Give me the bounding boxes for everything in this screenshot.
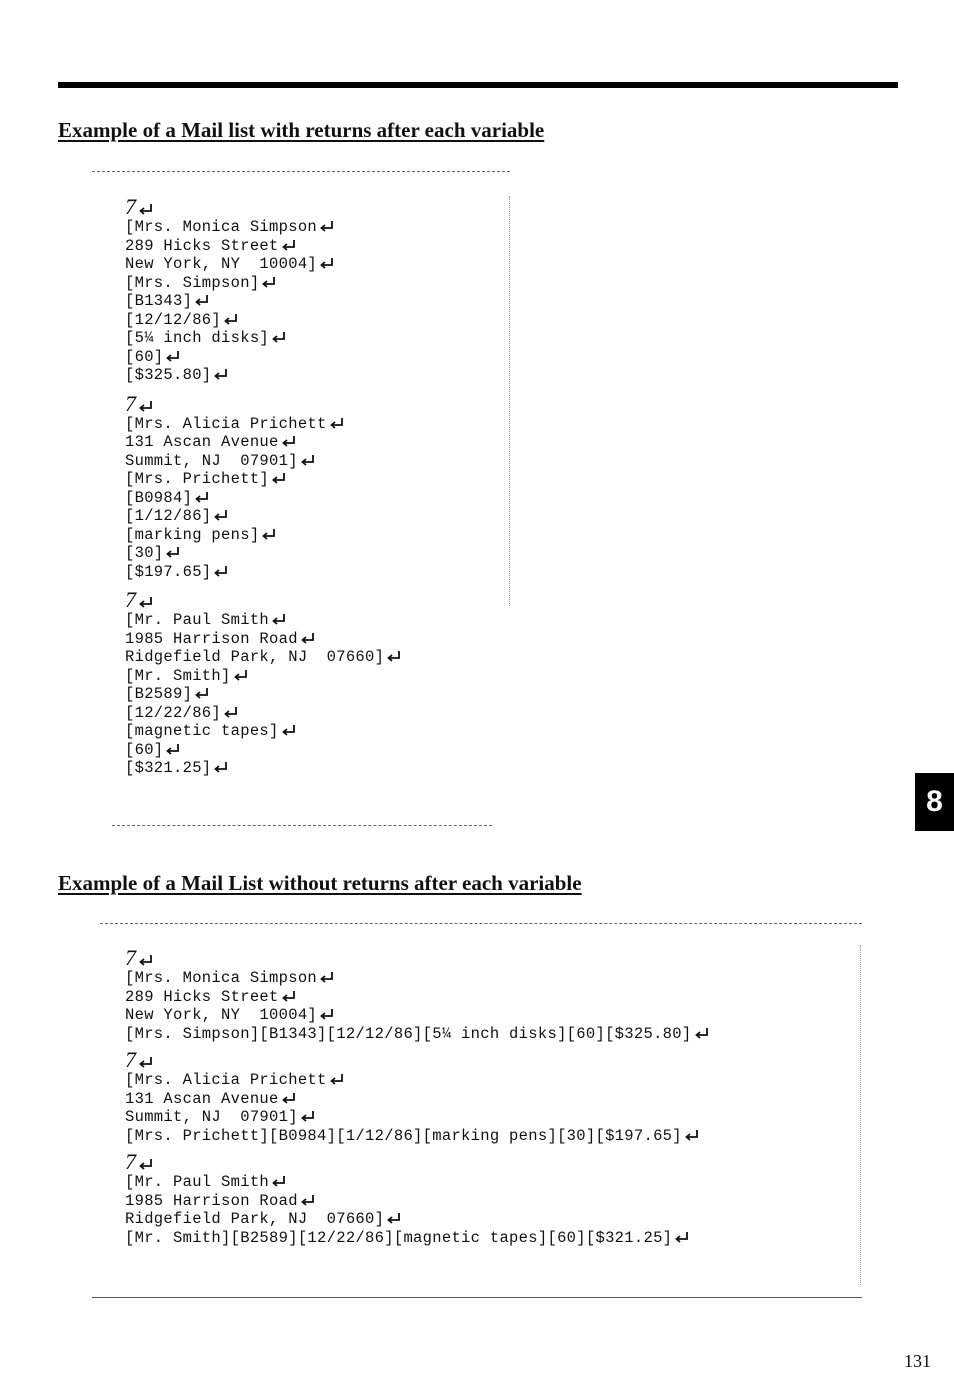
record-marker-text: 7 (125, 390, 136, 416)
record-line-text: [Mrs. Simpson] (125, 273, 260, 292)
page-number: 131 (904, 1351, 931, 1371)
record-line-text: [60] (125, 740, 164, 759)
record-line (125, 452, 402, 471)
record-line-text: [$321.25] (125, 759, 212, 777)
record-line-text: [Mr. Smith][B2589][12/22/86][magnetic tapes][60][$321.25] (125, 1228, 673, 1247)
return-arrow-icon (213, 509, 229, 521)
record-line-text: [B2589] (125, 685, 193, 703)
mail-record (125, 390, 402, 582)
record-line-text: [Mrs. Simpson][B1343][12/12/86][5¼ inch disks][60][$325.80] (125, 1024, 692, 1043)
return-arrow-icon (194, 687, 210, 699)
record-line (125, 685, 402, 704)
record-line (125, 470, 402, 489)
record-line (125, 667, 402, 686)
record-line (125, 311, 402, 330)
record-marker (125, 947, 710, 969)
record-line (125, 1127, 710, 1146)
record-line (125, 366, 402, 385)
return-arrow-icon (138, 1158, 154, 1170)
return-arrow-icon (386, 650, 402, 662)
return-arrow-icon (300, 1110, 316, 1122)
record-line (125, 1090, 710, 1109)
return-arrow-icon (223, 313, 239, 325)
mail-record (125, 196, 402, 385)
record-line (125, 630, 402, 649)
record-line (125, 1229, 710, 1248)
record-line-text: Summit, NJ 07901] (125, 1108, 298, 1126)
return-arrow-icon (281, 1092, 297, 1104)
record-line-text: [Mrs. Prichett][B0984][1/12/86][marking pens][30][$197.65] (125, 1126, 682, 1145)
record-line-text: [Mrs. Alicia Prichett (125, 1071, 327, 1089)
section-heading-without-returns: Example of a Mail List without returns after each variable (58, 871, 582, 895)
record-line-text: [Mr. Paul Smith (125, 611, 270, 629)
section-heading-with-returns: Example of a Mail list with returns after each variable (58, 118, 545, 142)
record-line (125, 1173, 710, 1192)
return-arrow-icon (138, 400, 154, 412)
record-line (125, 759, 402, 778)
return-arrow-icon (281, 435, 297, 447)
return-arrow-icon (213, 368, 229, 380)
return-arrow-icon (300, 454, 316, 466)
record-line-text: [B1343] (125, 292, 193, 310)
return-arrow-icon (386, 1212, 402, 1224)
mail-list-without-returns (125, 947, 710, 1247)
record-line (125, 722, 402, 741)
example-box-right-edge (509, 196, 510, 606)
record-line (125, 563, 402, 582)
example-box-right-edge (860, 945, 861, 1285)
record-line (125, 741, 402, 760)
record-marker (125, 1151, 710, 1173)
mail-record (125, 1151, 710, 1247)
record-line-text: [Mrs. Monica Simpson (125, 218, 318, 236)
return-arrow-icon (165, 546, 181, 558)
return-arrow-icon (281, 724, 297, 736)
return-arrow-icon (694, 1027, 710, 1039)
record-line-text: New York, NY 10004] (125, 255, 318, 273)
record-line-text: 1985 Harrison Road (125, 629, 298, 648)
record-line (125, 292, 402, 311)
record-line (125, 1006, 710, 1025)
record-marker (125, 390, 402, 416)
record-line (125, 526, 402, 545)
mail-record (125, 947, 710, 1043)
example-box-top-rule (92, 171, 510, 172)
record-line-text: [Mrs. Alicia Prichett (125, 414, 327, 433)
return-arrow-icon (165, 350, 181, 362)
record-line (125, 988, 710, 1007)
return-arrow-icon (194, 294, 210, 306)
return-arrow-icon (319, 257, 335, 269)
record-line-text: [Mr. Paul Smith (125, 1173, 270, 1191)
return-arrow-icon (329, 417, 345, 429)
return-arrow-icon (271, 472, 287, 484)
record-line-text: Summit, NJ 07901] (125, 451, 298, 470)
return-arrow-icon (271, 331, 287, 343)
record-line (125, 1108, 710, 1127)
record-line (125, 544, 402, 563)
return-arrow-icon (261, 276, 277, 288)
return-arrow-icon (329, 1073, 345, 1085)
record-marker-text: 7 (125, 587, 136, 612)
record-line-text: [$325.80] (125, 366, 212, 384)
record-line (125, 415, 402, 434)
return-arrow-icon (194, 491, 210, 503)
record-line-text: [Mr. Smith] (125, 666, 231, 685)
record-marker (125, 196, 402, 218)
record-line-text: [B0984] (125, 488, 193, 507)
record-line (125, 1071, 710, 1090)
record-line (125, 218, 402, 237)
chapter-tab-marker: 8 (915, 773, 954, 831)
record-line (125, 433, 402, 452)
mail-record (125, 1049, 710, 1145)
record-line (125, 237, 402, 256)
return-arrow-icon (319, 971, 335, 983)
record-line-text: Ridgefield Park, NJ 07660] (125, 648, 385, 666)
record-line-text: New York, NY 10004] (125, 1006, 318, 1024)
record-marker-text: 7 (125, 194, 136, 219)
record-line-text: [marking pens] (125, 525, 260, 544)
record-line-text: 131 Ascan Avenue (125, 1089, 279, 1108)
return-arrow-icon (233, 669, 249, 681)
return-arrow-icon (319, 220, 335, 232)
record-line (125, 348, 402, 367)
record-line-text: [30] (125, 544, 164, 562)
record-marker-text: 7 (125, 1149, 136, 1174)
record-marker (125, 1049, 710, 1071)
record-line-text: 131 Ascan Avenue (125, 433, 279, 451)
return-arrow-icon (213, 565, 229, 577)
example-box-bottom-rule (112, 825, 492, 826)
record-line (125, 1025, 710, 1044)
record-marker (125, 589, 402, 611)
return-arrow-icon (684, 1129, 700, 1141)
record-line (125, 507, 402, 526)
return-arrow-icon (281, 239, 297, 251)
return-arrow-icon (261, 528, 277, 540)
record-line (125, 489, 402, 508)
record-line-text: [60] (125, 347, 164, 366)
mail-record (125, 589, 402, 778)
return-arrow-icon (223, 706, 239, 718)
record-line-text: [$197.65] (125, 562, 212, 581)
record-line (125, 1210, 710, 1229)
record-line-text: [Mrs. Prichett] (125, 470, 270, 488)
return-arrow-icon (300, 632, 316, 644)
example-box-top-rule (100, 923, 862, 924)
record-line (125, 255, 402, 274)
return-arrow-icon (213, 761, 229, 773)
return-arrow-icon (281, 990, 297, 1002)
record-line-text: [Mrs. Monica Simpson (125, 969, 318, 987)
return-arrow-icon (319, 1008, 335, 1020)
record-line-text: 289 Hicks Street (125, 236, 279, 255)
record-line (125, 1192, 710, 1211)
record-line (125, 274, 402, 293)
record-line (125, 611, 402, 630)
record-marker-text: 7 (125, 945, 136, 970)
record-line-text: [5¼ inch disks] (125, 329, 270, 347)
record-line-text: [12/12/86] (125, 310, 222, 329)
record-line-text: 289 Hicks Street (125, 987, 279, 1006)
mail-list-with-returns (125, 196, 402, 778)
return-arrow-icon (138, 596, 154, 608)
record-line (125, 329, 402, 348)
record-line-text: [12/22/86] (125, 703, 222, 722)
record-marker-text: 7 (125, 1047, 136, 1072)
return-arrow-icon (271, 613, 287, 625)
top-rule (58, 82, 898, 88)
return-arrow-icon (165, 743, 181, 755)
record-line (125, 648, 402, 667)
return-arrow-icon (300, 1194, 316, 1206)
record-line-text: 1985 Harrison Road (125, 1191, 298, 1210)
return-arrow-icon (138, 203, 154, 215)
return-arrow-icon (138, 1056, 154, 1068)
record-line-text: [magnetic tapes] (125, 722, 279, 740)
record-line (125, 704, 402, 723)
record-line-text: [1/12/86] (125, 507, 212, 525)
record-line-text: Ridgefield Park, NJ 07660] (125, 1210, 385, 1228)
return-arrow-icon (674, 1231, 690, 1243)
record-line (125, 969, 710, 988)
return-arrow-icon (138, 954, 154, 966)
example-box-bottom-rule (92, 1297, 862, 1298)
return-arrow-icon (271, 1175, 287, 1187)
